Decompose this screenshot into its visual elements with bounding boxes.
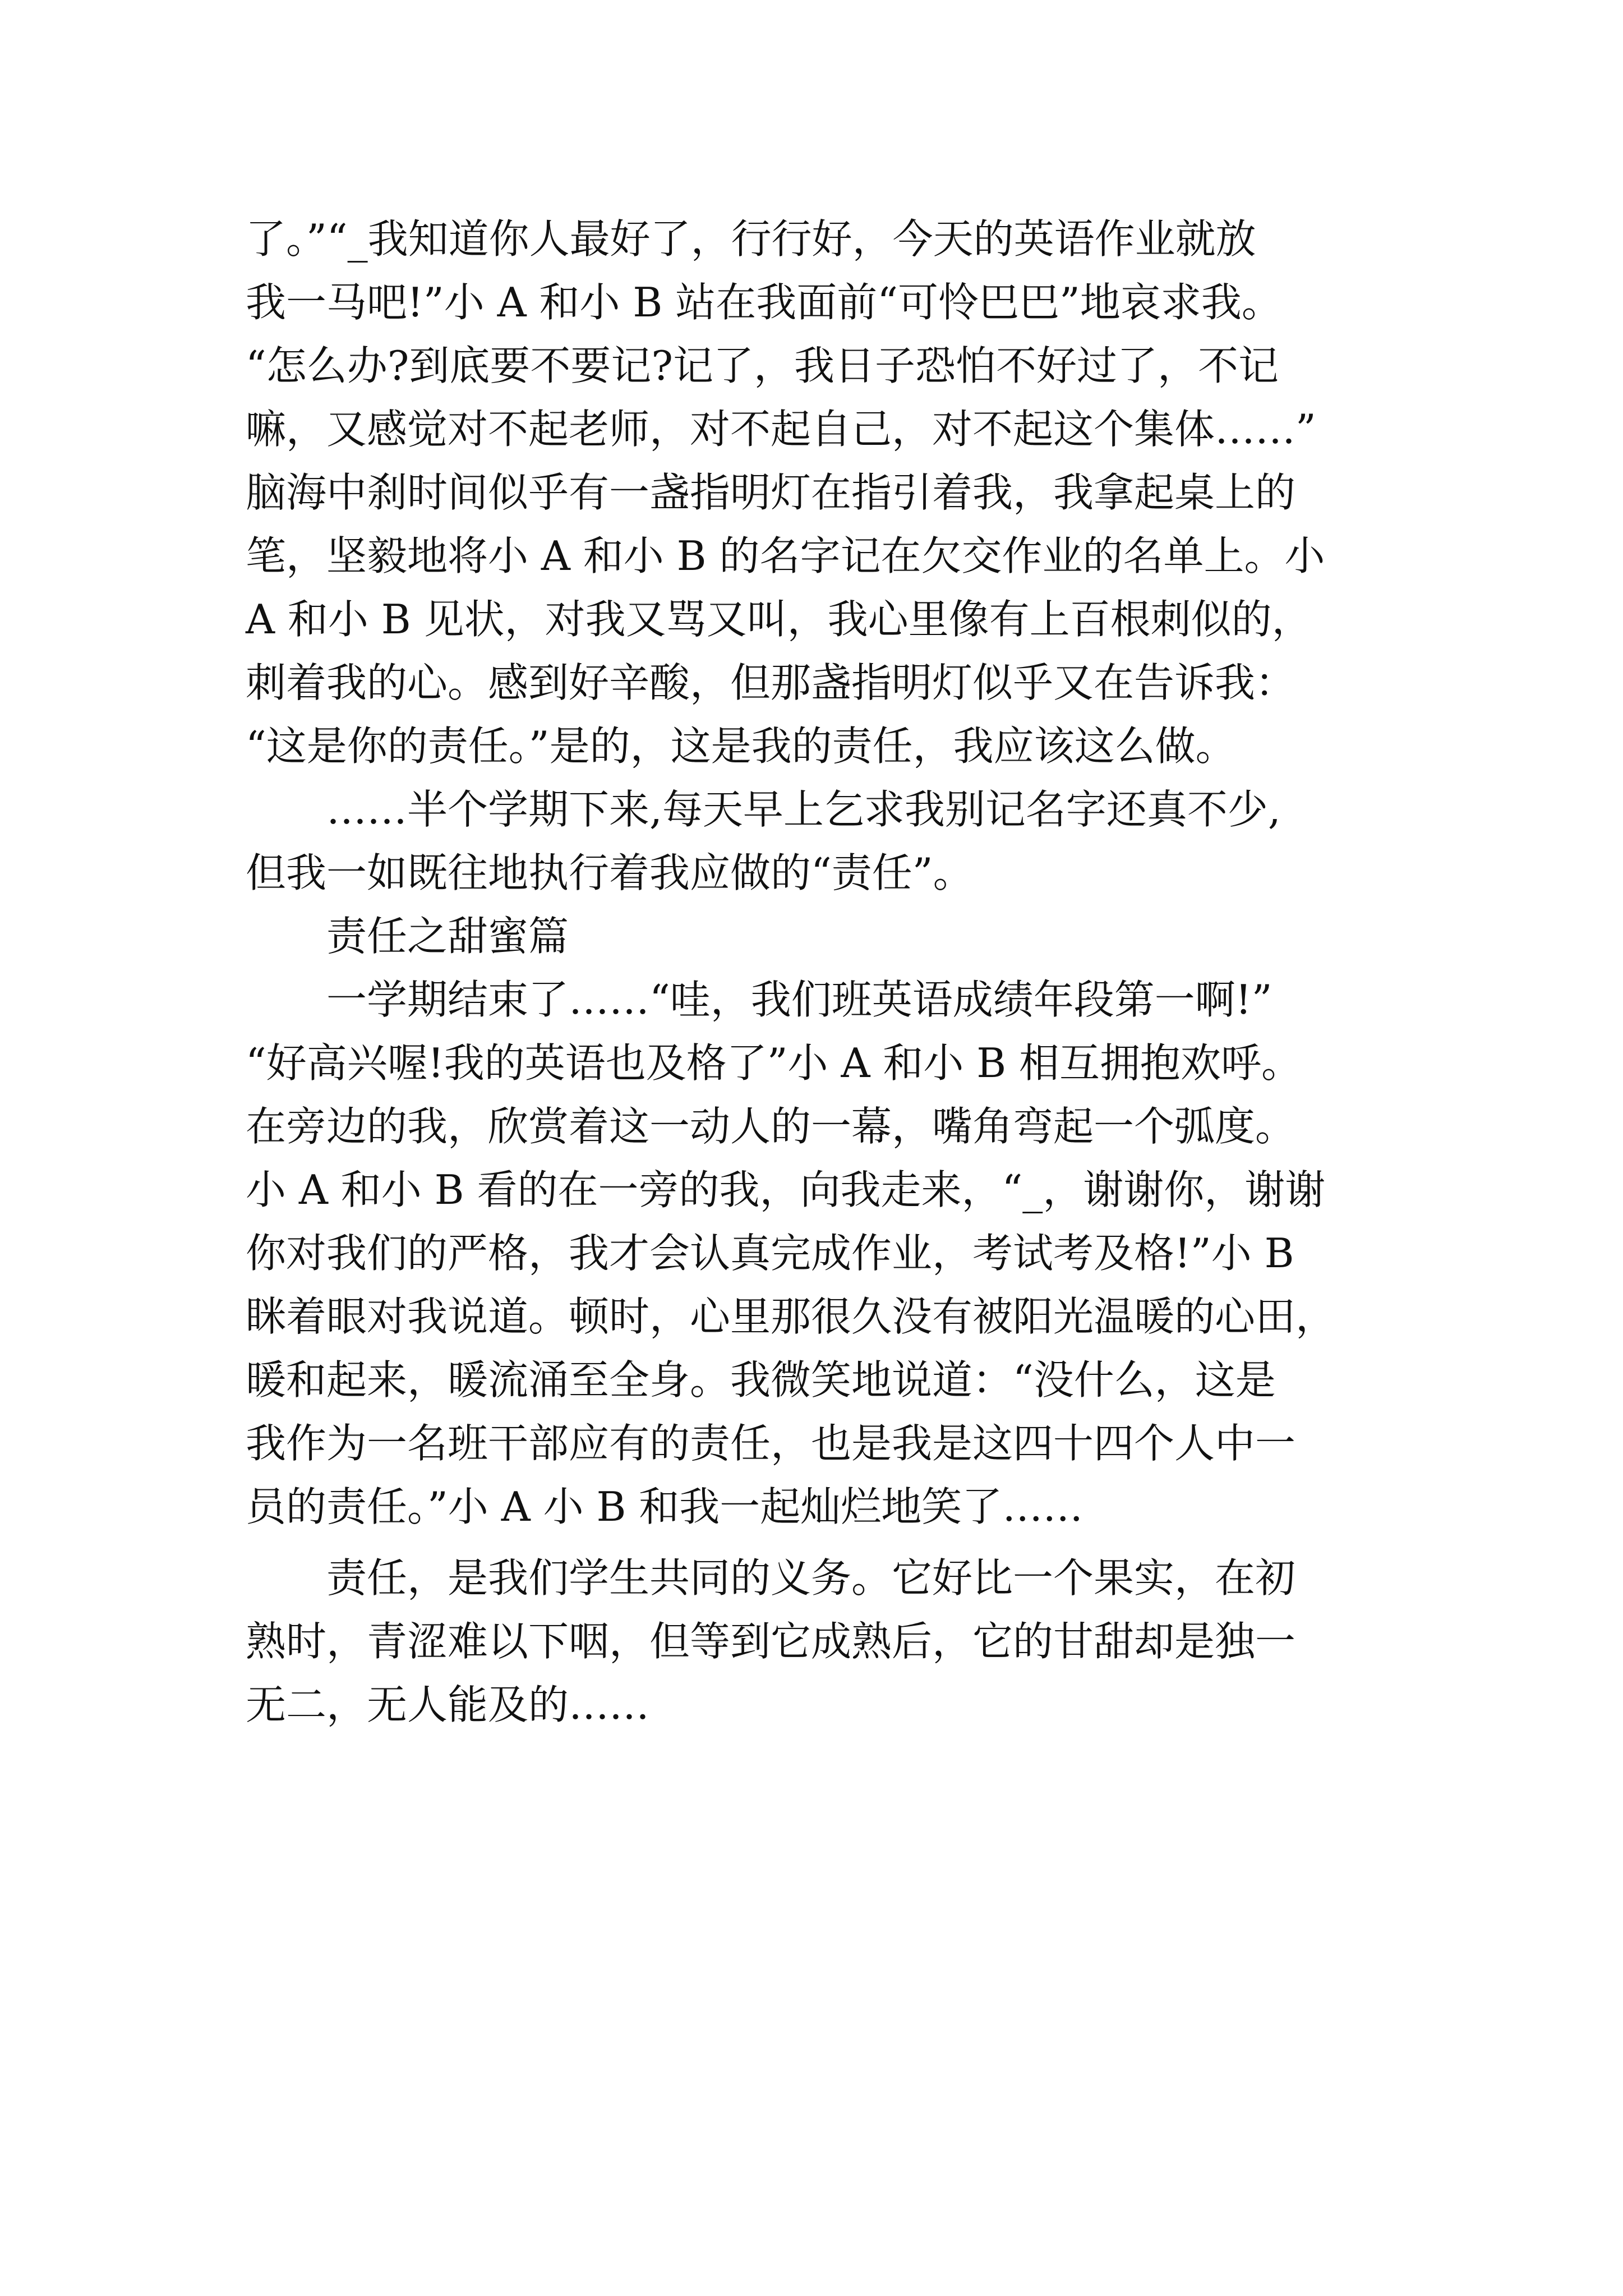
text-line: 熟时，青涩难以下咽，但等到它成熟后，它的甘甜却是独一 xyxy=(246,1618,1296,1665)
text-line: 嘛，又感觉对不起老师，对不起自己，对不起这个集体……” xyxy=(246,406,1316,453)
text-line: “好高兴喔!我的英语也及格了”小 A 和小 B 相互拥抱欢呼。 xyxy=(246,1039,1302,1087)
text-line: “这是你的责任。”是的，这是我的责任，我应该这么做。 xyxy=(246,723,1236,770)
text-line: 脑海中刹时间似乎有一盏指明灯在指引着我，我拿起桌上的 xyxy=(246,469,1296,516)
text-line: 小 A 和小 B 看的在一旁的我，向我走来，“_，谢谢你，谢谢 xyxy=(246,1166,1326,1213)
text-line: 了。”“_我知道你人最好了，行行好，今天的英语作业就放 xyxy=(246,215,1256,263)
text-line: 责任，是我们学生共同的义务。它好比一个果实，在初 xyxy=(246,1554,1296,1602)
text-line: 在旁边的我，欣赏着这一动人的一幕，嘴角弯起一个弧度。 xyxy=(246,1103,1296,1150)
text-line: 一学期结束了……“哇，我们班英语成绩年段第一啊!” xyxy=(246,976,1272,1023)
text-line: 无二，无人能及的…… xyxy=(246,1681,650,1728)
text-line: 但我一如既往地执行着我应做的“责任”。 xyxy=(246,849,974,896)
text-line: 员的责任。”小 A 小 B 和我一起灿烂地笑了…… xyxy=(246,1483,1083,1530)
text-line: “怎么办?到底要不要记?记了，我日子恐怕不好过了，不记 xyxy=(246,342,1279,389)
text-line: 我作为一名班干部应有的责任，也是我是这四十四个人中一 xyxy=(246,1420,1296,1467)
text-line: 我一马吧!”小 A 和小 B 站在我面前“可怜巴巴”地哀求我。 xyxy=(246,279,1282,326)
document-body xyxy=(246,208,1412,1737)
text-line: ……半个学期下来,每天早上乞求我别记名字还真不少, xyxy=(246,786,1281,833)
text-line: 刺着我的心。感到好辛酸，但那盏指明灯似乎又在告诉我： xyxy=(246,659,1296,706)
section-heading: 责任之甜蜜篇 xyxy=(246,913,569,960)
text-line: A 和小 B 见状，对我又骂又叫，我心里像有上百根刺似的， xyxy=(246,596,1312,643)
text-line: 眯着眼对我说道。顿时，心里那很久没有被阳光温暖的心田， xyxy=(246,1293,1336,1340)
text-line: 暖和起来，暖流涌至全身。我微笑地说道：“没什么，这是 xyxy=(246,1356,1276,1404)
text-line: 你对我们的严格，我才会认真完成作业，考试考及格!”小 B xyxy=(246,1230,1294,1277)
text-line: 笔，坚毅地将小 A 和小 B 的名字记在欠交作业的名单上。小 xyxy=(246,532,1325,579)
